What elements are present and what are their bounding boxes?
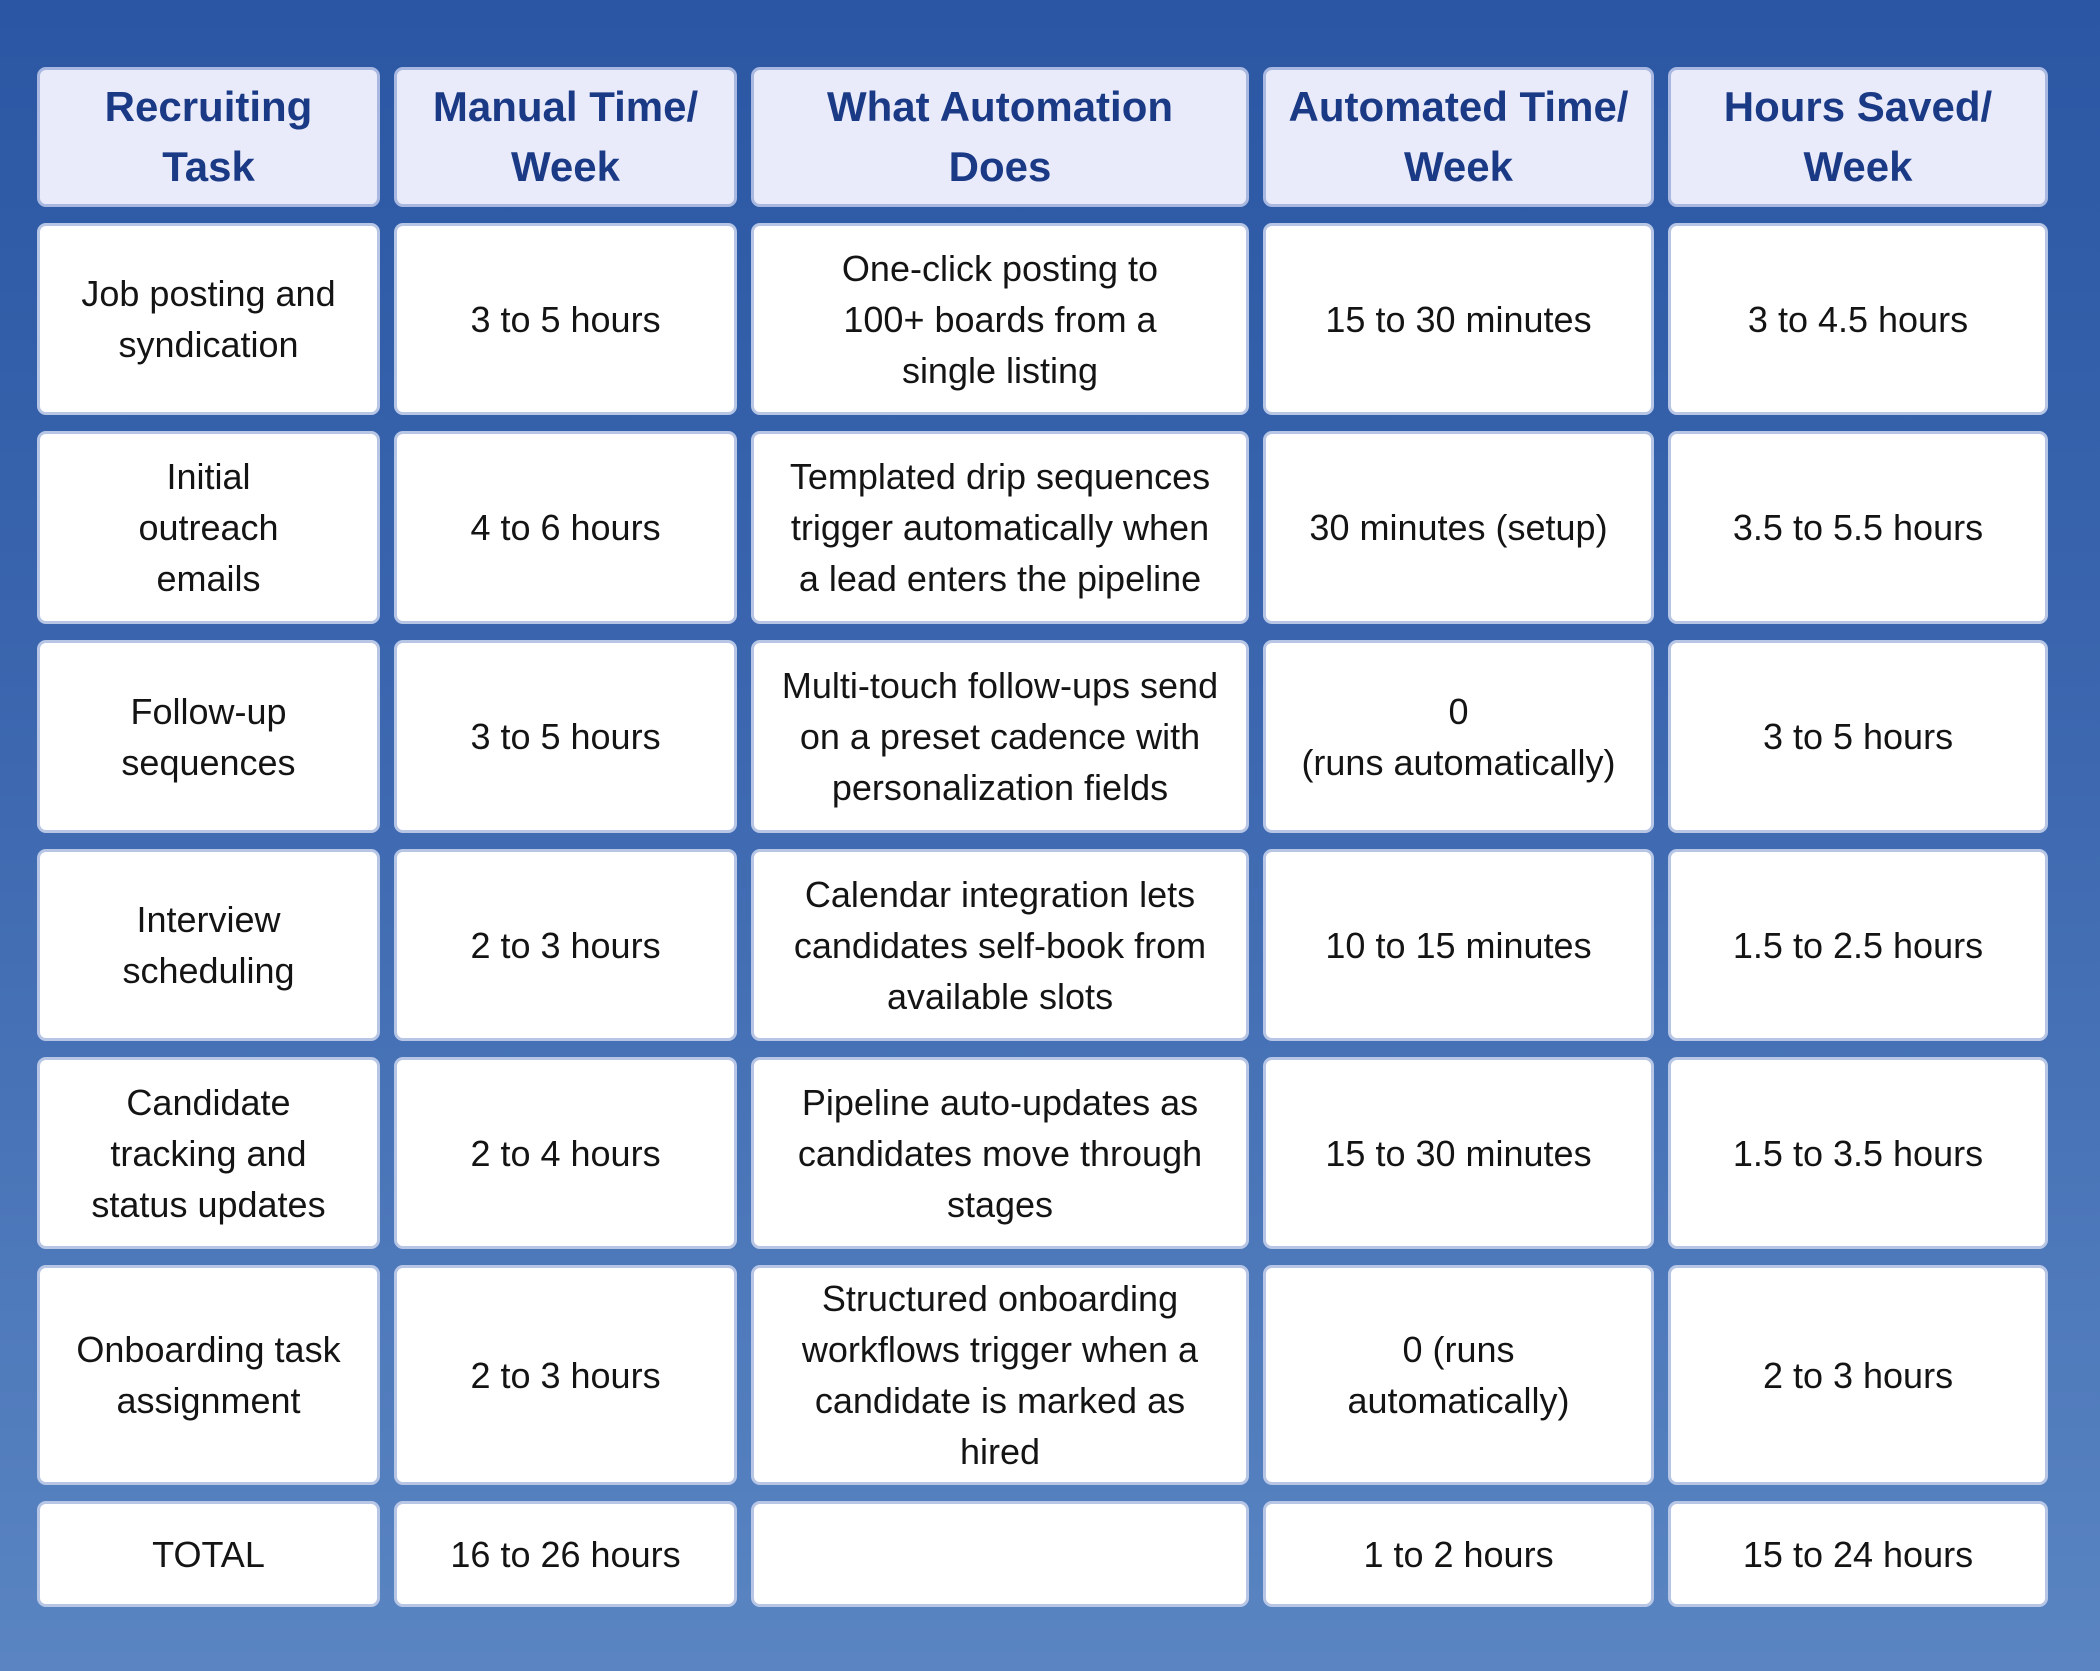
header-recruiting-task: Recruiting Task xyxy=(37,67,380,207)
table-cell-automation: One-click posting to 100+ boards from a single listing xyxy=(751,223,1249,415)
table-cell-automated-time: 15 to 30 minutes xyxy=(1263,1057,1654,1249)
table-cell-task: Onboarding task assignment xyxy=(37,1265,380,1485)
table-cell-task: Initial outreach emails xyxy=(37,431,380,624)
table-cell-manual-time: 4 to 6 hours xyxy=(394,431,737,624)
table-cell-automation: Structured onboarding workflows trigger when a candidate is marked as hired xyxy=(751,1265,1249,1485)
table-cell-automation: Templated drip sequences trigger automatically when a lead enters the pipeline xyxy=(751,431,1249,624)
table-cell-hours-saved: 1.5 to 2.5 hours xyxy=(1668,849,2048,1041)
total-label: TOTAL xyxy=(37,1501,380,1607)
table-cell-task: Candidate tracking and status updates xyxy=(37,1057,380,1249)
header-manual-time: Manual Time/ Week xyxy=(394,67,737,207)
table-cell-automation: Multi-touch follow-ups send on a preset cadence with personalization fields xyxy=(751,640,1249,833)
table-cell-automation: Pipeline auto-updates as candidates move through stages xyxy=(751,1057,1249,1249)
table-cell-automation: Calendar integration lets candidates self-book from available slots xyxy=(751,849,1249,1041)
table-cell-manual-time: 2 to 4 hours xyxy=(394,1057,737,1249)
table-cell-hours-saved: 3.5 to 5.5 hours xyxy=(1668,431,2048,624)
table-cell-automated-time: 30 minutes (setup) xyxy=(1263,431,1654,624)
table-cell-automated-time: 0 (runs automatically) xyxy=(1263,640,1654,833)
header-hours-saved: Hours Saved/ Week xyxy=(1668,67,2048,207)
table-cell-hours-saved: 2 to 3 hours xyxy=(1668,1265,2048,1485)
total-automated-time: 1 to 2 hours xyxy=(1263,1501,1654,1607)
table-cell-automated-time: 15 to 30 minutes xyxy=(1263,223,1654,415)
table-cell-task: Job posting and syndication xyxy=(37,223,380,415)
header-automated-time: Automated Time/ Week xyxy=(1263,67,1654,207)
table-cell-automated-time: 0 (runs automatically) xyxy=(1263,1265,1654,1485)
table-cell-manual-time: 3 to 5 hours xyxy=(394,223,737,415)
table-cell-manual-time: 2 to 3 hours xyxy=(394,1265,737,1485)
total-manual-time: 16 to 26 hours xyxy=(394,1501,737,1607)
total-automation-empty xyxy=(751,1501,1249,1607)
table-cell-automated-time: 10 to 15 minutes xyxy=(1263,849,1654,1041)
total-hours-saved: 15 to 24 hours xyxy=(1668,1501,2048,1607)
table-cell-hours-saved: 1.5 to 3.5 hours xyxy=(1668,1057,2048,1249)
table-cell-hours-saved: 3 to 5 hours xyxy=(1668,640,2048,833)
table-cell-manual-time: 3 to 5 hours xyxy=(394,640,737,833)
table-cell-task: Follow-up sequences xyxy=(37,640,380,833)
header-automation-does: What Automation Does xyxy=(751,67,1249,207)
table-cell-task: Interview scheduling xyxy=(37,849,380,1041)
table-cell-hours-saved: 3 to 4.5 hours xyxy=(1668,223,2048,415)
table-cell-manual-time: 2 to 3 hours xyxy=(394,849,737,1041)
